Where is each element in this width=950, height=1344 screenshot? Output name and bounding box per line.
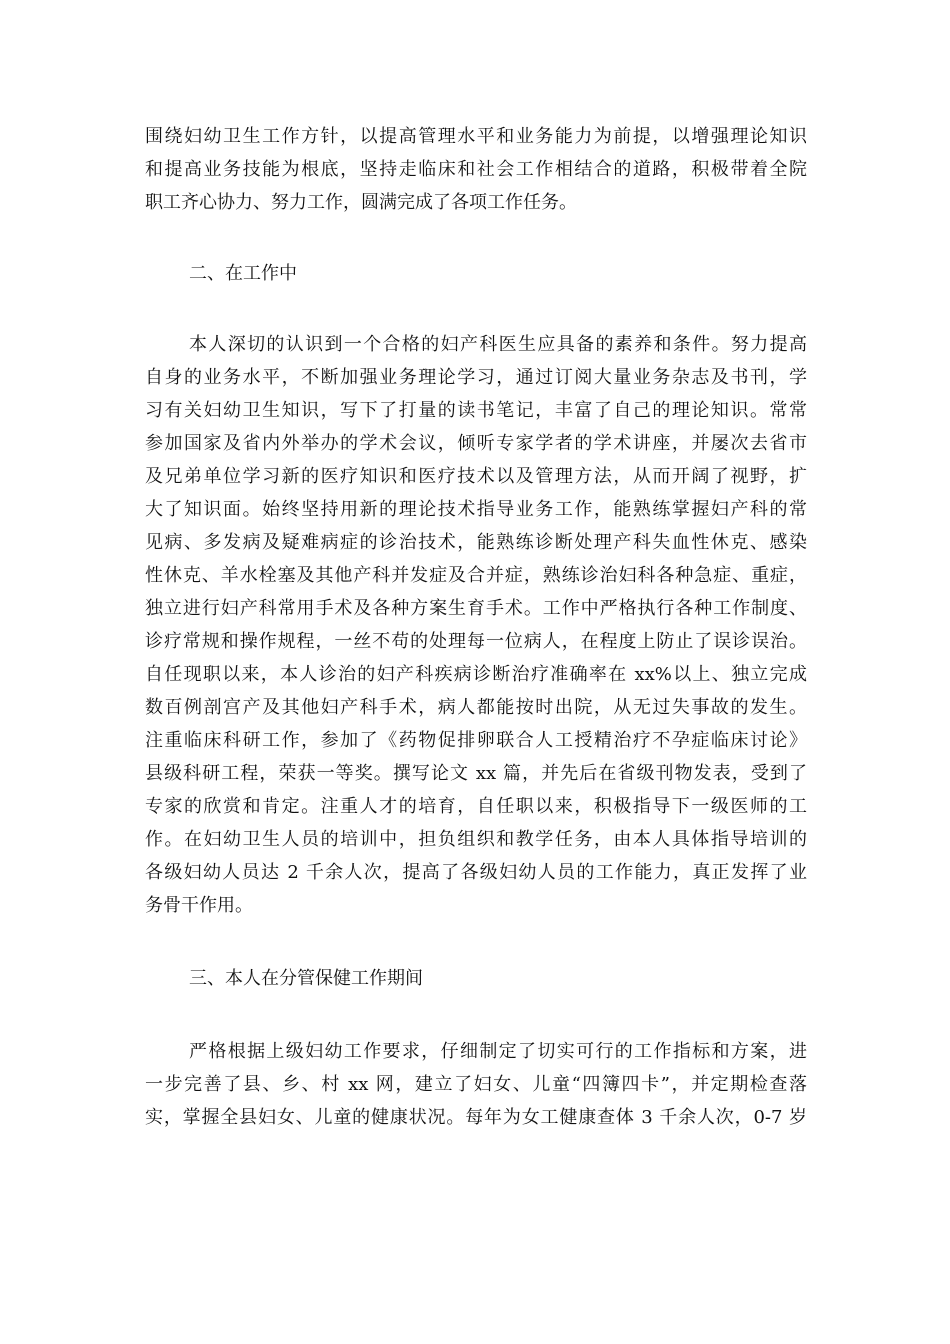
- paragraph-work: [145, 328, 807, 922]
- text-line: 和提高业务技能为根底，坚持走临床和社会工作相结合的道路，积极带着全院: [145, 159, 807, 180]
- document-page: [145, 120, 807, 1134]
- section-heading-2: 二、在工作中: [189, 263, 297, 284]
- spacer: [145, 922, 807, 962]
- spacer: [145, 219, 807, 257]
- text-line: 县级科研工程，荣获一等奖。撰写论文 xx 篇，并先后在省级刊物发表，受到了: [145, 763, 807, 784]
- text-line: 本人深切的认识到一个合格的妇产科医生应具备的素养和条件。努力提高: [189, 334, 807, 355]
- text-line: 围绕妇幼卫生工作方针，以提高管理水平和业务能力为前提，以增强理论知识: [145, 126, 807, 147]
- text-line: 各级妇幼人员达 2 千余人次，提高了各级妇幼人员的工作能力，真正发挥了业: [145, 862, 807, 883]
- text-line: 习有关妇幼卫生知识，写下了打量的读书笔记，丰富了自己的理论知识。常常: [145, 400, 807, 421]
- text-line: 自身的业务水平，不断加强业务理论学习，通过订阅大量业务杂志及书刊，学: [145, 367, 807, 388]
- text-line: 实，掌握全县妇女、儿童的健康状况。每年为女工健康查体 3 千余人次，0-7 岁: [145, 1107, 807, 1128]
- text-line: 数百例剖宫产及其他妇产科手术，病人都能按时出院，从无过失事故的发生。: [145, 697, 807, 718]
- text-line: 专家的欣赏和肯定。注重人才的培育，自任职以来，积极指导下一级医师的工: [145, 796, 807, 817]
- text-line: 诊疗常规和操作规程，一丝不苟的处理每一位病人，在程度上防止了误诊误治。: [145, 631, 807, 652]
- text-line: 及兄弟单位学习新的医疗知识和医疗技术以及管理方法，从而开阔了视野，扩: [145, 466, 807, 487]
- text-line: 作。在妇幼卫生人员的培训中，担负组织和教学任务，由本人具体指导培训的: [145, 829, 807, 850]
- text-line: 严格根据上级妇幼工作要求，仔细制定了切实可行的工作指标和方案，进: [189, 1041, 807, 1062]
- section-heading-3: 三、本人在分管保健工作期间: [189, 968, 423, 989]
- text-line: 职工齐心协力、努力工作，圆满完成了各项工作任务。: [145, 192, 577, 213]
- text-line: 大了知识面。始终坚持用新的理论技术指导业务工作，能熟练掌握妇产科的常: [145, 499, 807, 520]
- paragraph-intro: [145, 120, 807, 219]
- spacer: [145, 290, 807, 328]
- paragraph-health: [145, 1035, 807, 1134]
- text-line: 务骨干作用。: [145, 895, 253, 916]
- spacer: [145, 995, 807, 1035]
- text-line: 参加国家及省内外举办的学术会议，倾听专家学者的学术讲座，并屡次去省市: [145, 433, 807, 454]
- text-line: 性休克、羊水栓塞及其他产科并发症及合并症，熟练诊治妇科各种急症、重症，: [145, 565, 807, 586]
- text-line: 见病、多发病及疑难病症的诊治技术，能熟练诊断处理产科失血性休克、感染: [145, 532, 807, 553]
- text-line: 注重临床科研工作，参加了《药物促排卵联合人工授精治疗不孕症临床讨论》: [145, 730, 807, 751]
- text-line: 独立进行妇产科常用手术及各种方案生育手术。工作中严格执行各种工作制度、: [145, 598, 807, 619]
- text-line: 自任现职以来，本人诊治的妇产科疾病诊断治疗准确率在 xx%以上、独立完成: [145, 664, 807, 685]
- text-line: 一步完善了县、乡、村 xx 网，建立了妇女、儿童“四簿四卡”，并定期检查落: [145, 1074, 807, 1095]
